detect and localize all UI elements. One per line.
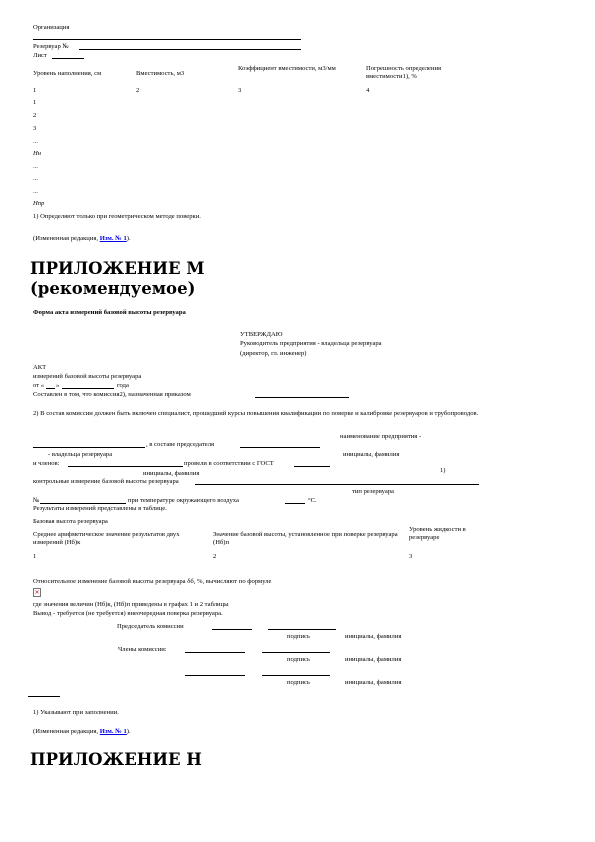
edit-note-1	[33, 235, 131, 243]
chairman-initials-line	[268, 629, 336, 630]
table1-header-coefficient: Коэффициент вместимости, м3/мм	[238, 65, 336, 72]
signature-label-3: подпись	[287, 679, 310, 686]
commission-text: Составлен в том, что комиссия2), назначенная приказом	[33, 391, 191, 398]
initials-label-5: инициалы, фамилия	[345, 679, 402, 686]
footnote-bottom: 1) Указывают при заполнении.	[33, 709, 119, 716]
approve-line1: УТВЕРЖДАЮ	[240, 331, 283, 338]
table2-colnum-1: 1	[33, 553, 37, 560]
reservoir-line	[79, 49, 301, 50]
gost-line	[294, 466, 330, 467]
footnote-separator	[28, 696, 60, 697]
table1-header-capacity: Вместимость, м3	[136, 70, 185, 77]
table2-header-established: Значение базовой высоты, установленное при поверке резервуара (Нб)п	[213, 531, 398, 546]
table-row: ...	[33, 175, 38, 182]
initials-label-1: инициалы, фамилия	[343, 451, 400, 458]
table2-title: Базовая высота резервуара	[33, 518, 108, 525]
chairman-line	[240, 447, 320, 448]
form-title: Форма акта измерений базовой высоты резервуара	[33, 309, 186, 316]
day-line	[46, 388, 55, 389]
table2-colnum-3: 3	[409, 553, 413, 560]
amendment-link-2[interactable]: Изм. № 1	[99, 728, 127, 735]
member2-initials-line	[262, 675, 330, 676]
control-measure-line	[195, 484, 479, 485]
results-text: Результаты измерений представлены в таблице.	[33, 505, 167, 512]
formula-where: где значения величин (Нб)к, (Нб)п приведены в графах 1 и 2 таблицы	[33, 601, 229, 608]
member1-initials-line	[262, 652, 330, 653]
initials-label-4: инициалы, фамилия	[345, 656, 402, 663]
sheet-line	[52, 58, 84, 59]
chairman-label: Председатель комиссии	[117, 623, 184, 630]
members-signature-label: Члены комиссии:	[118, 646, 167, 653]
edit-note-2	[33, 728, 131, 736]
edit-note-prefix: (Измененная редакция,	[33, 728, 100, 735]
signature-label-2: подпись	[287, 656, 310, 663]
temperature-unit: °C.	[308, 497, 317, 504]
chairman-signature-line	[212, 629, 252, 630]
owner-label: - владельца резервуара	[48, 451, 113, 458]
temperature-line	[285, 503, 305, 504]
amendment-link-1[interactable]: Изм. № 1	[99, 235, 127, 242]
sheet-label: Лист	[33, 52, 47, 59]
edit-note-suffix: ).	[126, 728, 131, 735]
reservoir-type-label: тип резервуара	[352, 488, 394, 495]
act-date-suffix: года	[117, 382, 129, 389]
conducted-text: провели в соответствии с ГОСТ	[184, 460, 274, 467]
act-date-prefix: от «	[33, 382, 45, 389]
approve-line3: (директор, гл. инженер)	[240, 350, 307, 357]
appendix-m-title: ПРИЛОЖЕНИЕ М	[30, 259, 205, 278]
edit-note-suffix: ).	[126, 235, 131, 242]
number-prefix: №	[33, 497, 40, 504]
table1-header-error: Погрешность определения вместимости1), %	[366, 65, 442, 80]
table1-colnum-1: 1	[33, 87, 37, 94]
table-row: 2	[33, 112, 37, 119]
table2-header-liquid: Уровень жидкости в резервуаре	[409, 526, 466, 541]
footnote-2: 2) В состав комиссии должен быть включен специалист, прошедший курсы повышения квалификации по поверке и калибровке резервуаров и трубопроводов.	[33, 410, 479, 417]
table-row: Нпр	[33, 200, 45, 207]
table2-colnum-2: 2	[213, 553, 217, 560]
broken-image-icon: ×	[34, 589, 40, 596]
appendix-n-title: ПРИЛОЖЕНИЕ Н	[30, 750, 202, 769]
members-label: и членов:	[33, 460, 60, 467]
member1-signature-line	[185, 652, 245, 653]
temperature-text: при температуре окружающего воздуха	[128, 497, 239, 504]
organization-line	[33, 39, 301, 40]
member2-signature-line	[185, 675, 245, 676]
table-row: 3	[33, 125, 37, 132]
edit-note-prefix: (Измененная редакция,	[33, 235, 100, 242]
act-subtitle: измерений базовой высоты резервуара	[33, 373, 142, 380]
table-row: 1	[33, 99, 37, 106]
organization-label: Организация	[33, 24, 70, 31]
signature-label-1: подпись	[287, 633, 310, 640]
in-composition-text: , в составе председателя	[146, 441, 215, 448]
table1-colnum-2: 2	[136, 87, 140, 94]
table-row: ...	[33, 188, 38, 195]
month-line	[62, 388, 114, 389]
number-line	[40, 503, 126, 504]
table1-footnote: 1) Определяют только при геометрическом методе поверки.	[33, 213, 201, 220]
members-line	[68, 466, 183, 467]
initials-label-2: инициалы, фамилия	[143, 470, 200, 477]
table2-header-average: Среднее арифметическое значение результатов двух измерений (Нб)к	[33, 531, 180, 546]
table-row: ...	[33, 163, 38, 170]
order-line	[255, 397, 349, 398]
formula-text: Относительное изменение базовой высоты резервуара δб, %, вычисляют по формуле	[33, 578, 272, 585]
approve-line2: Руководитель предприятия - владельца резервуара	[240, 340, 382, 347]
control-measure-text: контрольные измерение базовой высоты резервуара	[33, 478, 179, 485]
footnote-mark-1: 1)	[440, 467, 446, 474]
initials-label-3: инициалы, фамилия	[345, 633, 402, 640]
reservoir-label: Резервуар №	[33, 43, 69, 50]
act-date-mid: »	[56, 382, 60, 389]
table1-colnum-4: 4	[366, 87, 370, 94]
table-row: ...	[33, 138, 38, 145]
conclusion-text: Вывод - требуется (не требуется) внеочередная поверка резервуара.	[33, 610, 223, 617]
enterprise-label: наименование предприятия -	[340, 433, 422, 440]
enterprise-line	[33, 447, 145, 448]
appendix-m-subtitle: (рекомендуемое)	[30, 279, 196, 298]
table1-colnum-3: 3	[238, 87, 242, 94]
table1-header-level: Уровень наполнения, см	[33, 70, 102, 77]
act-title: АКТ	[33, 364, 47, 371]
table-row: Нн	[33, 150, 42, 157]
